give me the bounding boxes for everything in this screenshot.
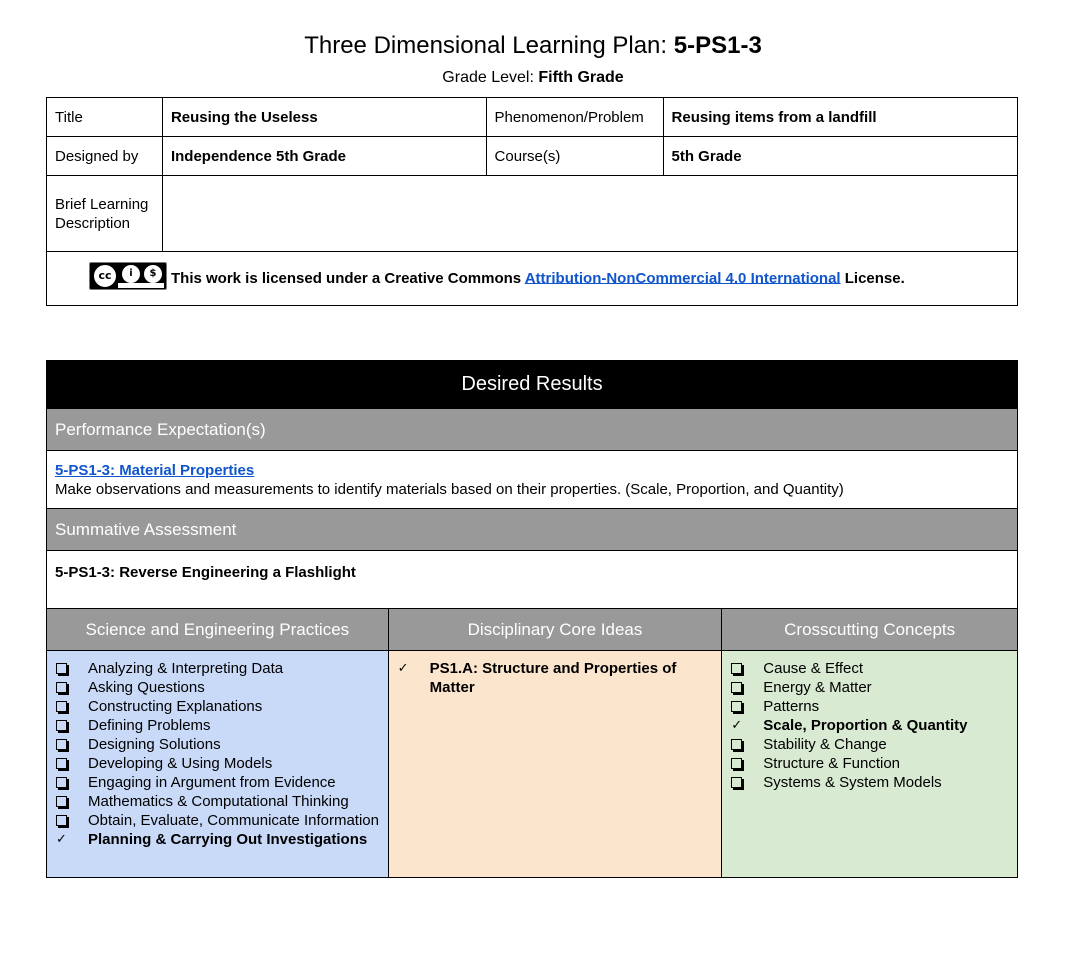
sep-item[interactable]	[55, 811, 380, 830]
sep-item[interactable]	[55, 697, 380, 716]
performance-expectation-text: Make observations and measurements to identify materials based on their properties. (Scale, Proportion, and Quantity)	[55, 480, 844, 498]
creative-commons-badge-icon: cc i $	[89, 262, 167, 290]
cc-column-header: Crosscutting Concepts	[722, 609, 1018, 651]
dci-column-header: Disciplinary Core Ideas	[388, 609, 722, 651]
cc-item[interactable]	[730, 773, 1009, 792]
license-link[interactable]: Attribution-NonCommercial 4.0 International	[524, 269, 841, 287]
title-code: 5-PS1-3	[673, 32, 762, 59]
title-prefix: Three Dimensional Learning Plan:	[304, 32, 674, 59]
dci-item-label: PS1.A: Structure and Properties of Matter	[429, 660, 677, 696]
checkbox-icon	[731, 701, 742, 712]
checkmark-icon: ✓	[56, 832, 67, 847]
checkbox-icon	[731, 663, 742, 674]
checkbox-icon	[56, 815, 67, 826]
summative-assessment-text: 5-PS1-3: Reverse Engineering a Flashlight	[55, 564, 356, 581]
sep-item[interactable]	[55, 659, 380, 678]
performance-expectation-link[interactable]: 5-PS1-3: Material Properties	[55, 461, 255, 479]
sep-item[interactable]	[55, 754, 380, 773]
sep-item[interactable]	[55, 773, 380, 792]
brief-description-value[interactable]	[162, 176, 1017, 252]
sep-item-label: Obtain, Evaluate, Communicate Information	[88, 812, 379, 829]
dci-item[interactable]	[397, 659, 714, 697]
phenomenon-value[interactable]: Reusing items from a landfill	[663, 98, 1017, 137]
summative-assessment-cell	[47, 551, 1018, 609]
info-table	[46, 97, 1018, 306]
sep-item-label: Mathematics & Computational Thinking	[88, 793, 349, 810]
sep-item-label: Asking Questions	[88, 679, 205, 696]
sep-item-label: Constructing Explanations	[88, 698, 263, 715]
sep-item-label: Developing & Using Models	[88, 755, 273, 772]
title-value[interactable]: Reusing the Useless	[162, 98, 486, 137]
sep-item-label: Planning & Carrying Out Investigations	[88, 831, 368, 848]
checkbox-icon	[56, 777, 67, 788]
checkbox-icon	[731, 682, 742, 693]
brief-description-label: Brief Learning Description	[47, 176, 163, 252]
checkbox-icon	[56, 739, 67, 750]
cc-item[interactable]	[730, 659, 1009, 678]
cc-item-label: Stability & Change	[763, 736, 887, 753]
license-suffix: License.	[840, 269, 905, 287]
license-cell	[47, 252, 1018, 306]
course-value[interactable]: 5th Grade	[663, 137, 1017, 176]
cc-item-label: Scale, Proportion & Quantity	[763, 717, 968, 734]
summative-assessment-header: Summative Assessment	[47, 509, 1018, 551]
checkbox-icon	[56, 682, 67, 693]
performance-expectation-header: Performance Expectation(s)	[47, 409, 1018, 451]
desired-results-table	[46, 360, 1018, 878]
sep-item[interactable]	[55, 678, 380, 697]
cc-list	[730, 659, 1009, 792]
dci-list	[397, 659, 714, 697]
page-title	[0, 32, 1066, 60]
designed-by-value[interactable]: Independence 5th Grade	[162, 137, 486, 176]
sep-item[interactable]	[55, 830, 380, 849]
sep-item[interactable]	[55, 735, 380, 754]
sep-list	[55, 659, 380, 849]
checkmark-icon: ✓	[397, 661, 409, 676]
grade-value: Fifth Grade	[538, 69, 624, 86]
cc-item-label: Cause & Effect	[763, 660, 864, 677]
sep-item-label: Designing Solutions	[88, 736, 221, 753]
sep-item[interactable]	[55, 792, 380, 811]
cc-column	[722, 651, 1018, 878]
dci-column	[388, 651, 722, 878]
checkbox-icon	[56, 720, 67, 731]
grade-label: Grade Level:	[442, 69, 539, 86]
cc-item-label: Systems & System Models	[763, 774, 942, 791]
title-label: Title	[47, 98, 163, 137]
sep-item-label: Analyzing & Interpreting Data	[88, 660, 284, 677]
cc-item[interactable]	[730, 754, 1009, 773]
sep-column	[47, 651, 389, 878]
cc-item[interactable]	[730, 716, 1009, 735]
cc-item[interactable]	[730, 697, 1009, 716]
cc-item-label: Energy & Matter	[763, 679, 872, 696]
grade-level	[0, 69, 1066, 87]
sep-item-label: Engaging in Argument from Evidence	[88, 774, 336, 791]
cc-item[interactable]	[730, 678, 1009, 697]
sep-item-label: Defining Problems	[88, 717, 211, 734]
designed-by-label: Designed by	[47, 137, 163, 176]
course-label: Course(s)	[486, 137, 663, 176]
checkbox-icon	[56, 701, 67, 712]
cc-item-label: Patterns	[763, 698, 820, 715]
checkbox-icon	[56, 663, 67, 674]
checkbox-icon	[56, 758, 67, 769]
license-text	[171, 269, 905, 286]
checkbox-icon	[731, 777, 742, 788]
desired-results-header: Desired Results	[47, 361, 1018, 409]
sep-item[interactable]	[55, 716, 380, 735]
phenomenon-label: Phenomenon/Problem	[486, 98, 663, 137]
sep-column-header: Science and Engineering Practices	[47, 609, 389, 651]
license-prefix: This work is licensed under a Creative Commons	[171, 269, 525, 287]
checkbox-icon	[56, 796, 67, 807]
performance-expectation-cell	[47, 451, 1018, 509]
cc-item[interactable]	[730, 735, 1009, 754]
checkbox-icon	[731, 739, 742, 750]
checkmark-icon: ✓	[731, 718, 743, 733]
cc-item-label: Structure & Function	[763, 755, 901, 772]
checkbox-icon	[731, 758, 742, 769]
